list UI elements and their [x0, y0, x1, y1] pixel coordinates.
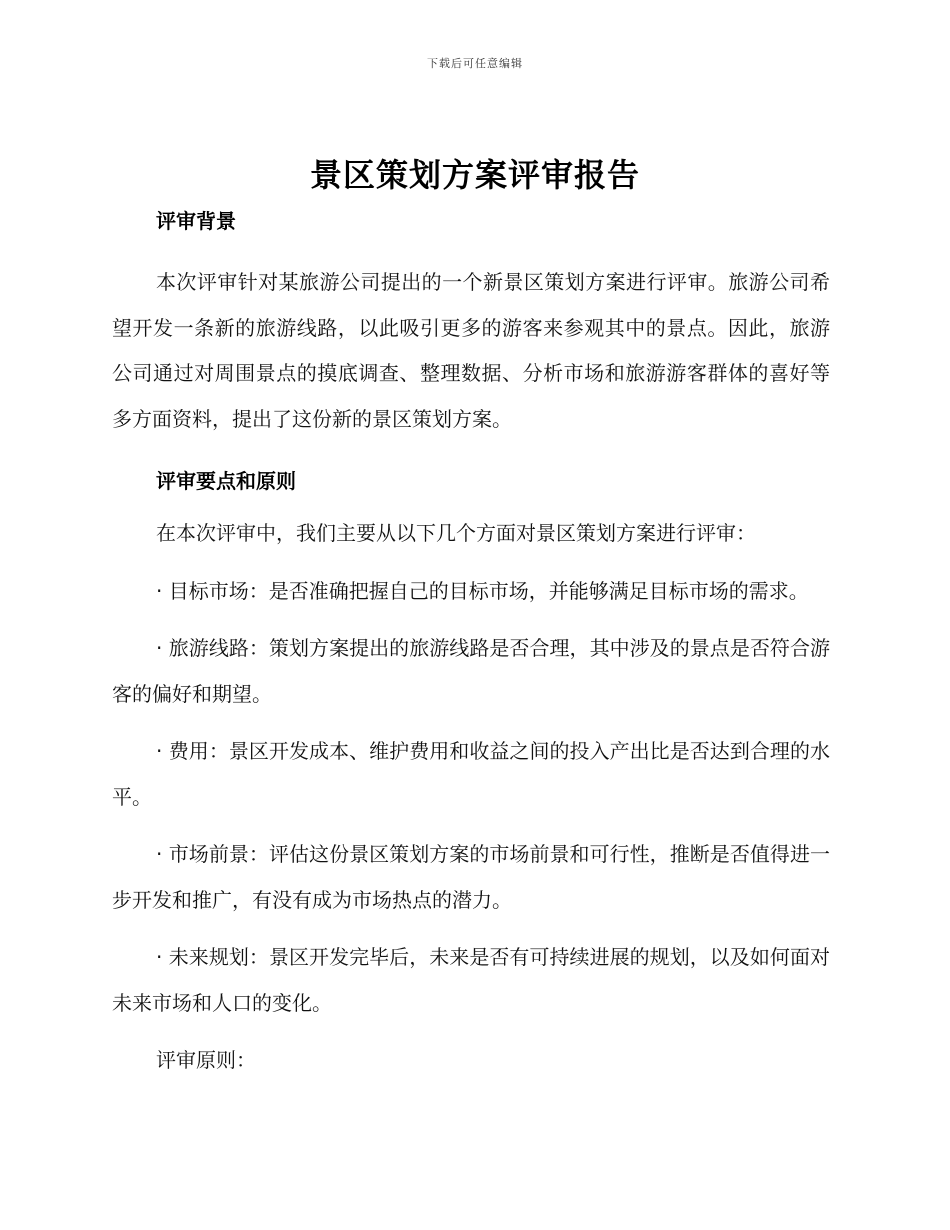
criteria-item-market-prospect: · 市场前景：评估这份景区策划方案的市场前景和可行性，推断是否值得进一步开发和推广，有没有成为市场热点的潜力。 — [112, 842, 830, 912]
section-heading-points: 评审要点和原则 — [156, 469, 296, 493]
points-intro-paragraph: 在本次评审中，我们主要从以下几个方面对景区策划方案进行评审： — [156, 521, 756, 545]
background-paragraph: 本次评审针对某旅游公司提出的一个新景区策划方案进行评审。旅游公司希望开发一条新的旅游线路，以此吸引更多的游客来参观其中的景点。因此，旅游公司通过对周围景点的摸底调查、整理数据、分析市场和旅游游客群体的喜好等多方面资料，提出了这份新的景区策划方案。 — [112, 270, 830, 431]
criteria-item-tour-route: · 旅游线路：策划方案提出的旅游线路是否合理，其中涉及的景点是否符合游客的偏好和期望。 — [112, 636, 830, 706]
criteria-item-cost: · 费用：景区开发成本、维护费用和收益之间的投入产出比是否达到合理的水平。 — [112, 739, 830, 809]
header-note: 下载后可任意编辑 — [427, 57, 523, 70]
document-title: 景区策划方案评审报告 — [309, 156, 640, 194]
section-heading-background: 评审背景 — [156, 209, 236, 233]
criteria-item-future-plan: · 未来规划：景区开发完毕后，未来是否有可持续进展的规划，以及如何面对未来市场和人口的变化。 — [112, 945, 830, 1015]
principles-label: 评审原则： — [156, 1048, 256, 1072]
document-body — [112, 202, 830, 1084]
criteria-item-target-market: · 目标市场：是否准确把握自己的目标市场，并能够满足目标市场的需求。 — [156, 578, 809, 603]
